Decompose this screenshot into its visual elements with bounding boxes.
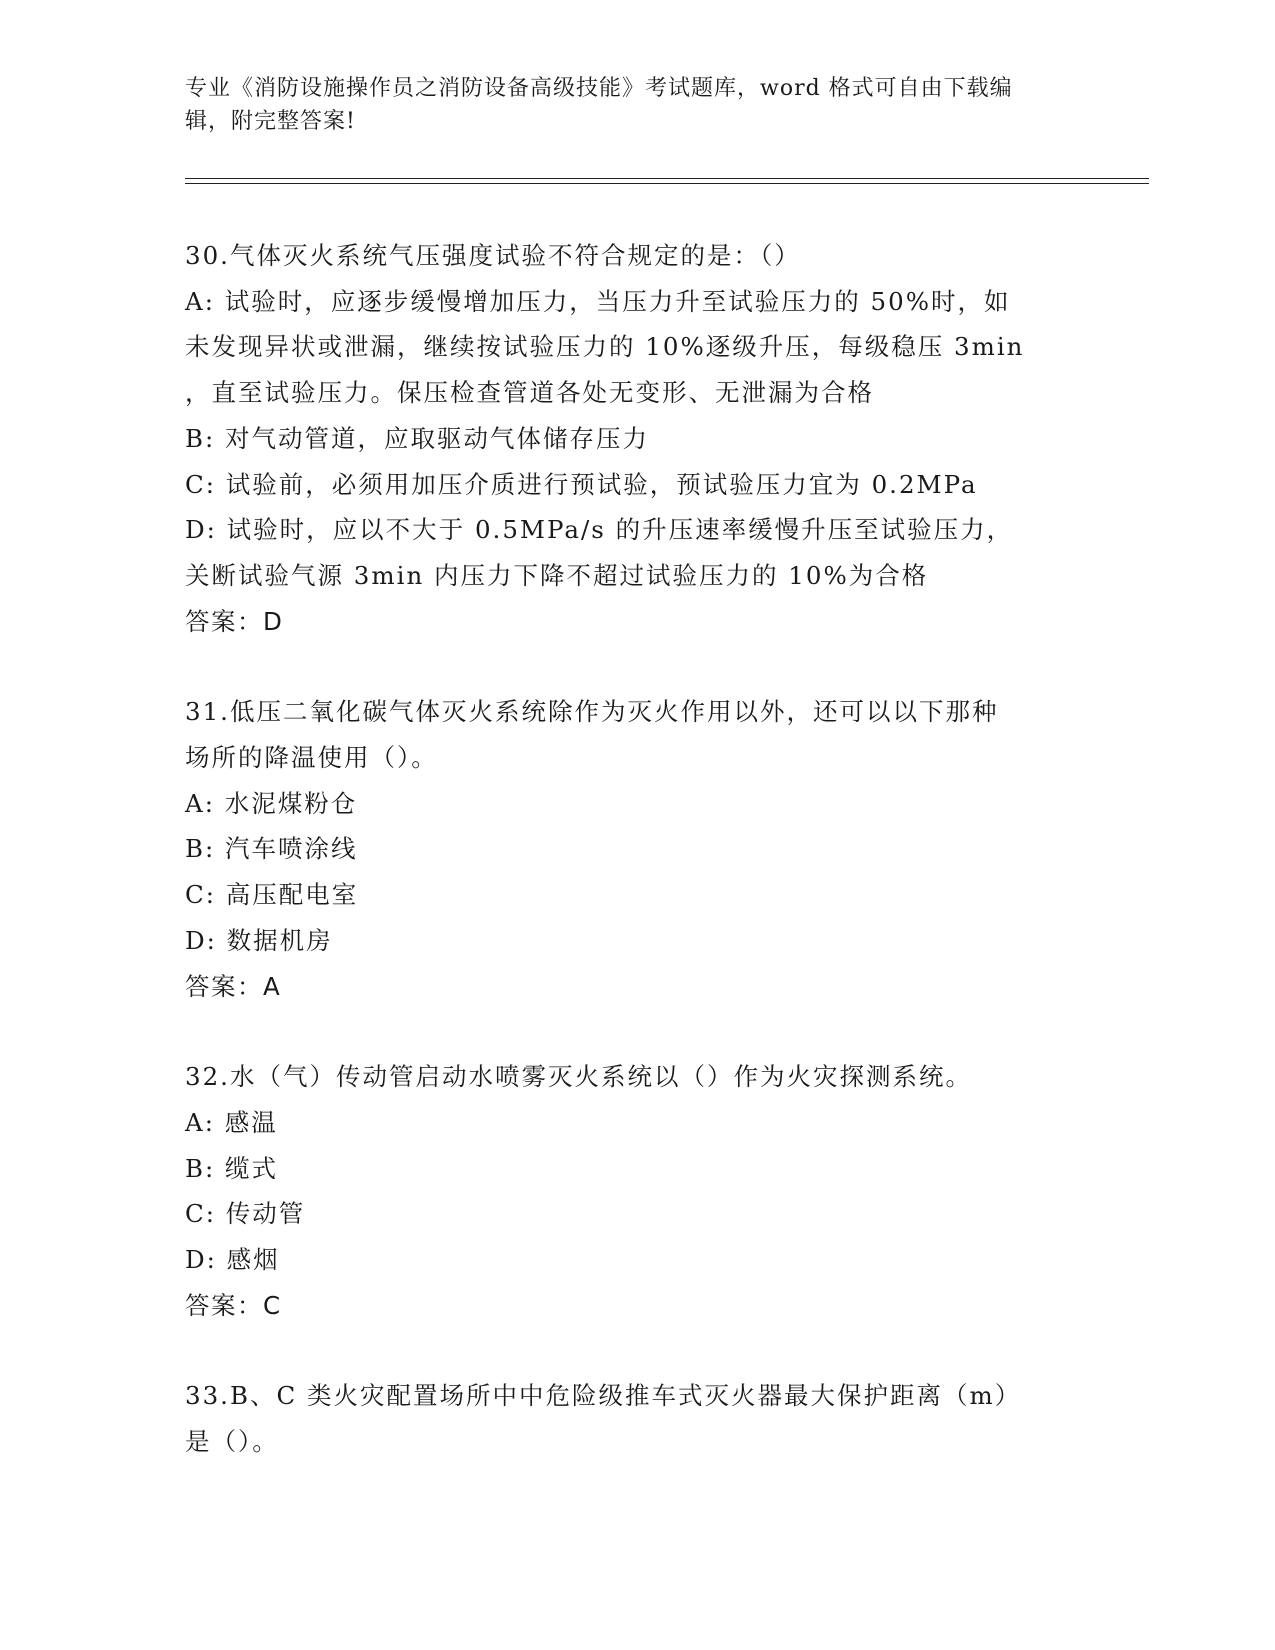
- question-text: 场所的降温使用（）。: [185, 743, 438, 773]
- question-text: 是（）。: [185, 1427, 279, 1457]
- header-divider-bottom: [185, 183, 1149, 184]
- answer-option: B: 汽车喷涂线: [185, 834, 358, 864]
- question-text: 32.水（气）传动管启动水喷雾灭火系统以（）作为火灾探测系统。: [185, 1062, 972, 1092]
- answer-option: A: 试验时，应逐步缓慢增加压力，当压力升至试验压力的 50%时，如: [185, 286, 1011, 316]
- answer-option: D: 感烟: [185, 1245, 280, 1275]
- answer-option: ，直至试验压力。保压检查管道各处无变形、无泄漏为合格: [185, 378, 874, 408]
- question-block: [185, 689, 1085, 1009]
- answer-option: B: 缆式: [185, 1153, 279, 1183]
- question-block: [185, 1054, 1085, 1328]
- answer-key: 答案：C: [185, 1290, 282, 1320]
- question-text: 30.气体灭火系统气压强度试验不符合规定的是：（）: [185, 241, 801, 270]
- header-divider-top: [185, 178, 1149, 179]
- header-line-1: 专业《消防设施操作员之消防设备高级技能》考试题库，word 格式可自由下载编: [185, 76, 1013, 101]
- question-block: [185, 233, 1085, 644]
- answer-option: D: 试验时，应以不大于 0.5MPa/s 的升压速率缓慢升压至试验压力，: [185, 515, 1014, 545]
- answer-option: 未发现异状或泄漏，继续按试验压力的 10%逐级升压，每级稳压 3min: [185, 332, 1025, 362]
- answer-option: D: 数据机房: [185, 925, 333, 955]
- question-text: 31.低压二氧化碳气体灭火系统除作为灭火作用以外，还可以以下那种: [185, 697, 999, 727]
- question-block: [185, 1373, 1085, 1464]
- answer-option: C: 传动管: [185, 1199, 306, 1229]
- answer-option: A: 水泥煤粉仓: [185, 788, 358, 818]
- answer-key: 答案：D: [185, 606, 284, 636]
- answer-option: C: 高压配电室: [185, 880, 359, 910]
- answer-option: 关断试验气源 3min 内压力下降不超过试验压力的 10%为合格: [185, 560, 929, 590]
- answer-option: B: 对气动管道，应取驱动气体储存压力: [185, 423, 650, 453]
- question-list: [185, 233, 1085, 1510]
- question-text: 33.B、C 类火灾配置场所中中危险级推车式灭火器最大保护距离（m）: [185, 1381, 1022, 1411]
- answer-option: A: 感温: [185, 1107, 278, 1137]
- header-line-2: 辑，附完整答案!: [185, 109, 356, 134]
- answer-option: C: 试验前，必须用加压介质进行预试验，预试验压力宜为 0.2MPa: [185, 469, 978, 499]
- document-header: [185, 72, 1065, 138]
- answer-key: 答案：A: [185, 971, 282, 1001]
